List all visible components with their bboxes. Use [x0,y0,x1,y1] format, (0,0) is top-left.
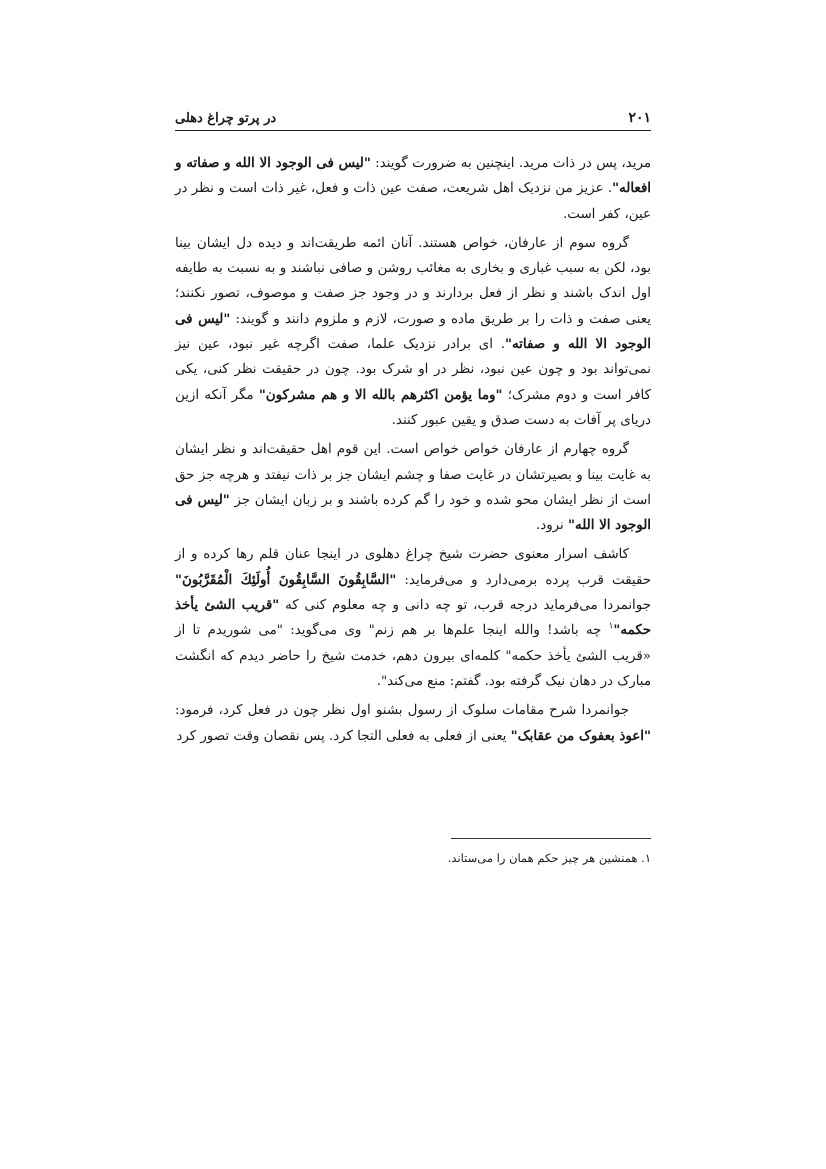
text-run: کاشف اسرار معنوی حضرت شیخ چراغ دهلوی در اینجا عنان قلم رها کرده و از حقیقت قرب پرده برمی‌دارد و می‌فرماید: [175,547,651,588]
footnote-reference: ۱ [608,621,614,632]
text-run: گروه سوم از عارفان، خواص هستند. آنان ائمه طریقت‌اند و دیده دل ایشان بینا بود، لکن به سبب غباری و بخاری به مغائب روشن و صافی نباشند و به نسبت به طایفه اول اندک باشند و نظر از فعل بردارند و در وجود جز صفت و موصوف، تصور نکنند؛ یعنی صفت و ذات را بر طریق ماده و صورت، لازم و ملزوم دانند و گویند: [175,235,651,327]
quotation: "قریب الشئ یأخذ حکمه" [175,597,651,639]
quotation: "السَّابِقُونَ السَّابِقُونَ أُولَئِكَ الْمُقَرَّبُونَ" [175,571,397,588]
page-number: ۲۰۱ [628,110,651,126]
quotation: "لیس فی الوجود الا الله" [175,491,651,534]
text-run: گروه چهارم از عارفان خواص خواص است. این قوم اهل حقیقت‌اند و نظر ایشان به غایت بینا و بصیرتشان در غایت صفا و چشم ایشان جز بر ذات نیفتد و هرچه جز حق است از نظر ایشان محو شده و خود را گم کرده باشند و بر زبان ایشان جز [175,442,651,508]
quotation: "اعوذ بعفوک من عقابک" [510,727,651,744]
footnote-divider [451,838,651,839]
text-run: . ای برادر نزدیک علما، صفت اگرچه غیر نبود، عین نیز نمی‌تواند بود و چون عین نبود، نظر در او شرک بود. چون در حقیقت نظر کنی، یکی کافر است و دوم مشرک؛ [175,337,651,403]
body-text [175,151,651,753]
text-run: یعنی از فعلی به فعلی التجا کرد. پس نقصان وقت تصور کرد [176,728,511,744]
paragraph [175,542,651,694]
page-header [175,100,651,131]
paragraph [175,231,651,433]
text-run: چه باشد! والله اینجا علم‌ها بر هم زنم" وی می‌گوید: "می شوریدم تا از «قریب الشئ یأخذ حکمه" کلمه‌ای بیرون دهم، خدمت شیخ را حاضر دیدم که انگشت مبارک در دهان نیک گرفته بود. گفتم: منع می‌کند". [175,623,651,689]
text-run: . عزیز من نزدیک اهل شریعت، صفت عین ذات و فعل، غیر ذات است و نظر در عین، کفر است. [175,181,651,222]
paragraph [175,151,651,227]
paragraph [175,698,651,749]
paragraph [175,437,651,538]
text-run: جوانمردا می‌فرماید درجه قرب، تو چه دانی و چه معلوم کنی که [279,598,651,614]
footnote: ۱. همنشین هر چیز حکم همان را می‌ستاند. [447,851,651,865]
text-run: نرود. [535,518,569,534]
text-run: جوانمردا شرح مقامات سلوک از رسول بشنو اول نظر چون در فعل کرد، فرمود: [175,703,629,719]
quotation: "لیس فی الوجود الا الله و صفاته و افعاله" [175,155,651,197]
text-run: مرید، پس در ذات مرید. اینچنین به ضرورت گویند: [370,156,652,171]
running-title: در پرتو چراغ دهلی [175,111,277,126]
text-run: مگر آنکه ازین دریای پر آفات به دست صدق و یقین عبور کنند. [175,387,651,428]
quotation: "وما یؤمن اکثرهم بالله الا و هم مشرکون" [258,386,503,403]
quotation: "لیس فی الوجود الا الله و صفاته" [175,310,651,353]
